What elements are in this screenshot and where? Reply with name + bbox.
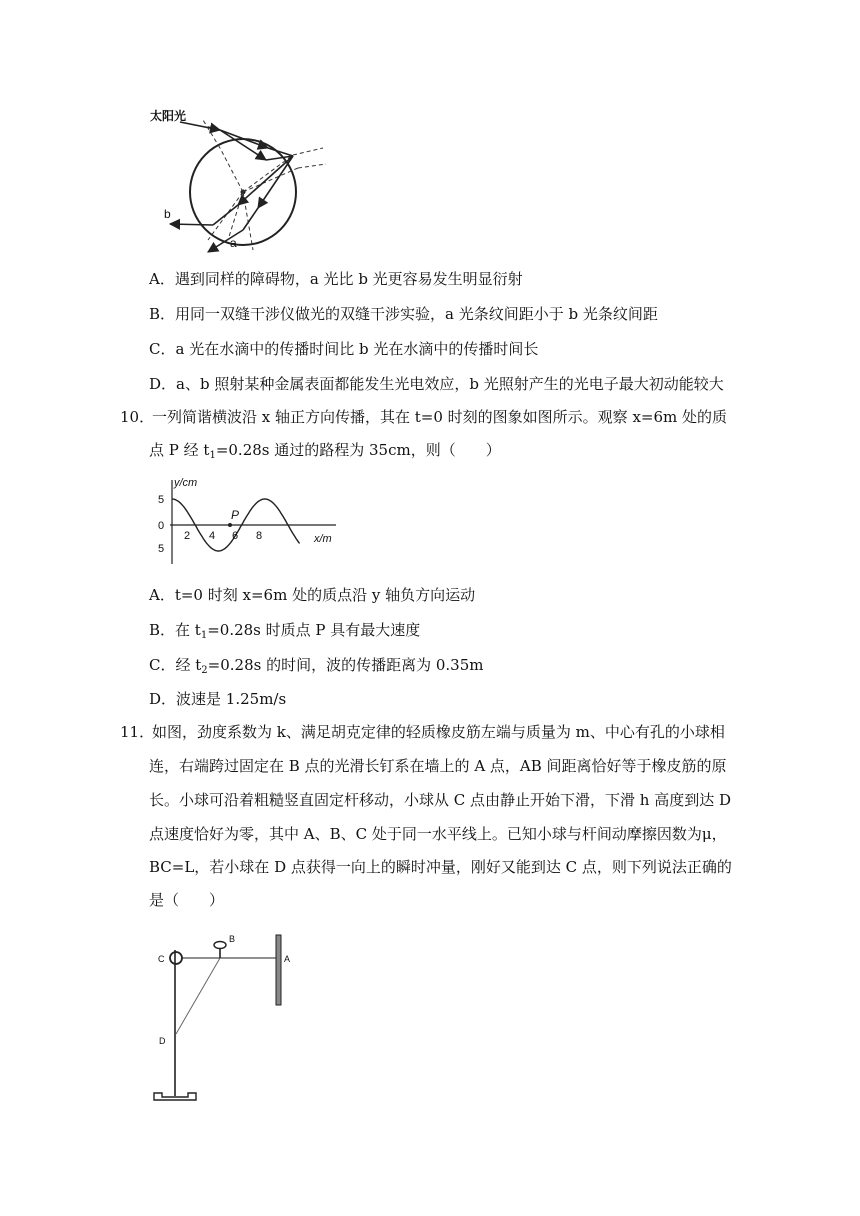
q10-option-b: B．在 $t_1=0.28s$ 时质点 P 具有最大速度 <box>149 621 421 641</box>
y-tick-top: 5 <box>158 494 165 506</box>
ray-a-label: a <box>230 236 237 250</box>
rubber-band <box>176 958 220 1034</box>
q9-option-a: A．遇到同样的障碍物，a 光比 b 光更容易发生明显衍射 <box>149 270 523 288</box>
q11-stem-line3: 长。小球可沿着粗糙竖直固定杆移动，小球从 C 点由静止开始下滑，下滑 h 高度到达 D <box>149 791 732 809</box>
x-tick-6: 6 <box>232 530 239 542</box>
q9-option-d: D．a、b 照射某种金属表面都能发生光电效应，b 光照射产生的光电子最大初动能较大 <box>149 375 724 393</box>
q11-number: 11． <box>120 723 155 741</box>
y-axis-label: y/cm <box>174 477 198 489</box>
x-tick-2: 2 <box>184 530 191 542</box>
label-b: B <box>229 934 236 944</box>
label-c: C <box>158 954 165 964</box>
nail-head <box>214 942 226 949</box>
q9-option-b: B．用同一双缝干涉仪做光的双缝干涉实验，a 光条纹间距小于 b 光条纹间距 <box>149 305 658 323</box>
q10-stem-line2: 点 P 经 $t_1=0.28s$ 通过的路程为 35cm，则（ ） <box>149 441 501 461</box>
x-tick-4: 4 <box>209 530 216 542</box>
y-tick-zero: 0 <box>158 520 165 532</box>
y-tick-bottom: 5 <box>158 543 165 555</box>
ray-b-label: b <box>164 207 171 221</box>
q11-stem-line6: 是（ ） <box>149 891 225 909</box>
q10-option-a: A．t=0 时刻 x=6m 处的质点沿 y 轴负方向运动 <box>149 586 476 604</box>
wall <box>276 935 281 1005</box>
q9-option-c: C．a 光在水滴中的传播时间比 b 光在水滴中的传播时间长 <box>149 340 539 358</box>
droplet-figure <box>148 100 348 255</box>
x-tick-8: 8 <box>256 530 263 542</box>
point-p-marker <box>228 523 232 527</box>
q11-stem-line1: 如图，劲度系数为 k、满足胡克定律的轻质橡皮筋左端与质量为 m、中心有孔的小球相 <box>152 723 725 741</box>
q10-stem-line1: 一列简谐横波沿 x 轴正方向传播，其在 t=0 时刻的图象如图所示。观察 x=6m 处的质 <box>152 408 728 426</box>
q10-option-d: D．波速是 1.25m/s <box>149 690 287 708</box>
ball <box>170 952 182 964</box>
q11-stem-line4: 点速度恰好为零，其中 A、B、C 处于同一水平线上。已知小球与杆间动摩擦因数为μ， <box>149 825 727 843</box>
sunlight-label: 太阳光 <box>150 109 187 123</box>
q11-stem-line5: BC=L，若小球在 D 点获得一向上的瞬时冲量，刚好又能到达 C 点，则下列说法正确的 <box>149 858 732 876</box>
wave-graph <box>148 472 343 570</box>
q10-number: 10． <box>120 408 155 426</box>
label-a: A <box>284 954 291 964</box>
q10-option-c: C．经 $t_2=0.28s$ 的时间，波的传播距离为 0.35m <box>149 656 484 676</box>
label-d: D <box>159 1036 166 1046</box>
rod-figure <box>148 930 308 1110</box>
q11-stem-line2: 连，右端跨过固定在 B 点的光滑长钉系在墙上的 A 点，AB 间距离恰好等于橡皮筋的原 <box>149 757 727 775</box>
point-p-label: P <box>231 508 240 522</box>
x-axis-label: x/m <box>314 533 332 545</box>
